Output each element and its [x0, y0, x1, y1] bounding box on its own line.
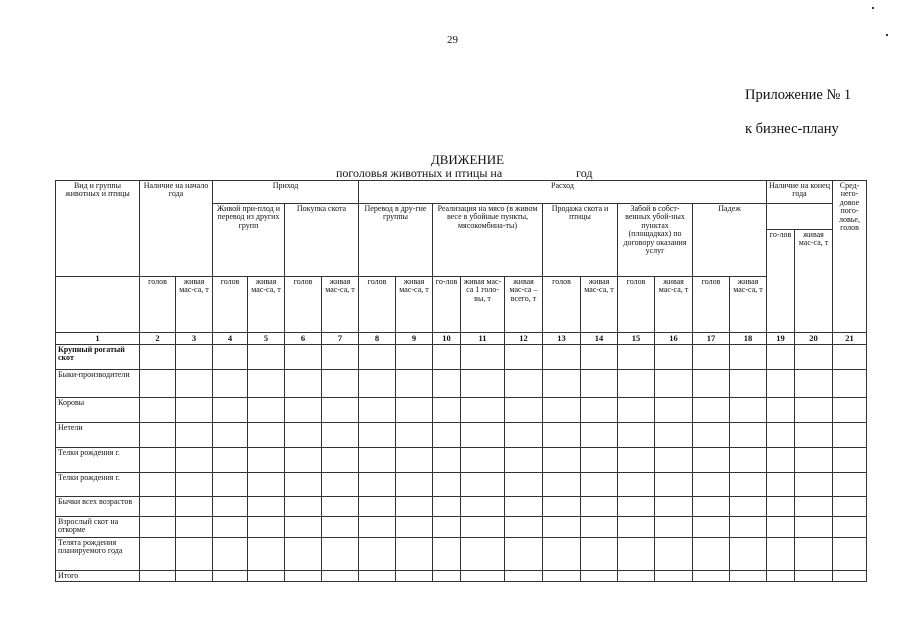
table-cell	[505, 398, 543, 423]
subheader-mass: живая мас-са, т	[655, 277, 693, 333]
table-cell	[433, 473, 461, 497]
table-cell	[461, 370, 505, 398]
column-number: 3	[176, 333, 213, 345]
table-row	[56, 345, 867, 370]
table-cell	[833, 448, 867, 473]
table-cell	[359, 370, 396, 398]
header-end-heads: го-лов	[767, 230, 795, 333]
subheader-heads: голов	[140, 277, 176, 333]
header-income-live: Живой при-плод и перевод из других групп	[213, 204, 285, 277]
row-label: Быки-производители	[56, 370, 140, 398]
page-number: 29	[447, 34, 458, 46]
subheader-mass: живая мас-са, т	[176, 277, 213, 333]
table-cell	[618, 398, 655, 423]
table-cell	[396, 345, 433, 370]
table-cell	[248, 345, 285, 370]
column-number: 14	[581, 333, 618, 345]
table-cell	[618, 448, 655, 473]
header-income-buy: Покупка скота	[285, 204, 359, 277]
table-cell	[213, 448, 248, 473]
table-cell	[693, 517, 730, 538]
table-cell	[693, 448, 730, 473]
table-cell	[833, 517, 867, 538]
table-cell	[693, 345, 730, 370]
column-number: 19	[767, 333, 795, 345]
table-cell	[359, 398, 396, 423]
table-cell	[543, 370, 581, 398]
table-cell	[213, 473, 248, 497]
row-label: Бычки всех возрастов	[56, 497, 140, 517]
table-cell	[176, 370, 213, 398]
header-income: Приход	[213, 181, 359, 204]
table-cell	[248, 398, 285, 423]
table-cell	[322, 398, 359, 423]
table-cell	[618, 497, 655, 517]
row-label: Итого	[56, 571, 140, 582]
table-cell	[140, 473, 176, 497]
table-cell	[655, 473, 693, 497]
table-cell	[581, 423, 618, 448]
header-exp-sale: Продажа скота и птицы	[543, 204, 618, 277]
column-number: 5	[248, 333, 285, 345]
table-cell	[322, 571, 359, 582]
subheader-heads: голов	[285, 277, 322, 333]
table-cell	[618, 538, 655, 571]
row-label: Телки рождения г.	[56, 448, 140, 473]
table-cell	[248, 448, 285, 473]
table-cell	[730, 345, 767, 370]
table-cell	[795, 370, 833, 398]
subheader-mass-total: живая мас-са – всего, т	[505, 277, 543, 333]
table-cell	[248, 370, 285, 398]
table-cell	[140, 345, 176, 370]
table-cell	[618, 517, 655, 538]
table-cell	[213, 370, 248, 398]
table-cell	[655, 538, 693, 571]
document-subtitle	[336, 166, 593, 181]
scan-mark	[872, 7, 874, 9]
table-cell	[213, 398, 248, 423]
table-row	[56, 497, 867, 517]
table-cell	[176, 345, 213, 370]
table-cell	[655, 398, 693, 423]
table-cell	[359, 345, 396, 370]
table-cell	[581, 345, 618, 370]
table-cell	[322, 423, 359, 448]
table-cell	[730, 517, 767, 538]
column-number-row	[56, 333, 867, 345]
table-cell	[433, 497, 461, 517]
table-cell	[461, 517, 505, 538]
table-cell	[359, 538, 396, 571]
table-cell	[833, 423, 867, 448]
table-cell	[543, 517, 581, 538]
table-cell	[396, 473, 433, 497]
movement-table	[55, 180, 867, 582]
subheader-heads: голов	[543, 277, 581, 333]
table-cell	[176, 473, 213, 497]
table-row	[56, 538, 867, 571]
row-label: Телки рождения г.	[56, 473, 140, 497]
header-end-mass: живая мас-са, т	[795, 230, 833, 333]
table-cell	[505, 473, 543, 497]
header-species: Вид и группы животных и птицы	[56, 181, 140, 277]
table-cell	[505, 448, 543, 473]
table-cell	[693, 473, 730, 497]
table-cell	[543, 538, 581, 571]
table-cell	[730, 423, 767, 448]
table-cell	[285, 448, 322, 473]
table-cell	[140, 398, 176, 423]
table-cell	[730, 370, 767, 398]
table-cell	[581, 398, 618, 423]
table-cell	[433, 398, 461, 423]
table-cell	[433, 571, 461, 582]
table-cell	[795, 398, 833, 423]
subheader-mass: живая мас-са, т	[730, 277, 767, 333]
table-cell	[833, 538, 867, 571]
table-cell	[322, 517, 359, 538]
table-cell	[140, 517, 176, 538]
table-cell	[248, 517, 285, 538]
header-average: Сред-него-довое пого-ловье, голов	[833, 181, 867, 333]
table-cell	[248, 423, 285, 448]
table-cell	[285, 517, 322, 538]
table-cell	[176, 398, 213, 423]
table-cell	[618, 473, 655, 497]
table-cell	[767, 497, 795, 517]
column-number: 16	[655, 333, 693, 345]
subtitle-suffix: год	[576, 166, 593, 180]
table-cell	[618, 370, 655, 398]
subtitle-prefix: поголовья животных и птицы на	[336, 166, 503, 180]
table-cell	[767, 538, 795, 571]
row-label: Коровы	[56, 398, 140, 423]
table-cell	[359, 473, 396, 497]
table-cell	[730, 497, 767, 517]
table-cell	[730, 398, 767, 423]
table-cell	[322, 473, 359, 497]
table-cell	[767, 571, 795, 582]
table-cell	[140, 497, 176, 517]
table-cell	[433, 517, 461, 538]
table-cell	[176, 448, 213, 473]
table-cell	[433, 370, 461, 398]
table-cell	[322, 370, 359, 398]
table-cell	[461, 473, 505, 497]
table-cell	[543, 497, 581, 517]
column-number: 12	[505, 333, 543, 345]
table-cell	[213, 538, 248, 571]
table-cell	[285, 538, 322, 571]
table-cell	[767, 423, 795, 448]
table-cell	[693, 538, 730, 571]
appendix-subtitle: к бизнес-плану	[745, 121, 839, 137]
column-number: 8	[359, 333, 396, 345]
table-cell	[505, 571, 543, 582]
table-cell	[505, 497, 543, 517]
table-cell	[655, 448, 693, 473]
row-label: Телята рождения планируемого года	[56, 538, 140, 571]
column-number: 18	[730, 333, 767, 345]
table-cell	[833, 497, 867, 517]
table-cell	[543, 345, 581, 370]
table-cell	[655, 571, 693, 582]
header-species-blank	[56, 277, 140, 333]
table-cell	[795, 345, 833, 370]
table-cell	[730, 448, 767, 473]
table-cell	[618, 423, 655, 448]
table-cell	[833, 345, 867, 370]
table-cell	[248, 538, 285, 571]
subheader-mass: живая мас-са, т	[248, 277, 285, 333]
table-cell	[693, 398, 730, 423]
table-cell	[396, 398, 433, 423]
table-cell	[140, 571, 176, 582]
scan-mark	[886, 34, 888, 36]
table-row	[56, 370, 867, 398]
table-cell	[543, 571, 581, 582]
table-cell	[767, 473, 795, 497]
header-end-blank	[767, 204, 833, 230]
subheader-mass-per-head: живая мас-са 1 голо-вы, т	[461, 277, 505, 333]
table-cell	[543, 473, 581, 497]
table-cell	[433, 423, 461, 448]
table-cell	[396, 538, 433, 571]
table-cell	[461, 345, 505, 370]
table-cell	[461, 497, 505, 517]
table-cell	[285, 370, 322, 398]
table-row	[56, 571, 867, 582]
row-label: Нетели	[56, 423, 140, 448]
table-row	[56, 398, 867, 423]
table-cell	[359, 423, 396, 448]
table-cell	[543, 398, 581, 423]
column-number: 4	[213, 333, 248, 345]
table-cell	[176, 538, 213, 571]
table-cell	[176, 497, 213, 517]
header-exp-loss: Падеж	[693, 204, 767, 277]
table-cell	[176, 517, 213, 538]
table-cell	[795, 473, 833, 497]
table-cell	[285, 423, 322, 448]
subheader-heads: голов	[693, 277, 730, 333]
table-cell	[767, 448, 795, 473]
table-cell	[618, 345, 655, 370]
table-cell	[396, 448, 433, 473]
table-cell	[505, 538, 543, 571]
subheader-mass: живая мас-са, т	[396, 277, 433, 333]
table-cell	[833, 473, 867, 497]
header-exp-transfer: Перевод в дру-гие группы	[359, 204, 433, 277]
table-cell	[359, 571, 396, 582]
column-number: 6	[285, 333, 322, 345]
table-cell	[396, 497, 433, 517]
table-cell	[767, 345, 795, 370]
subheader-mass: живая мас-са, т	[581, 277, 618, 333]
header-expense: Расход	[359, 181, 767, 204]
table-cell	[767, 398, 795, 423]
table-cell	[693, 571, 730, 582]
table-cell	[655, 517, 693, 538]
table-cell	[833, 398, 867, 423]
table-row	[56, 448, 867, 473]
table-cell	[655, 345, 693, 370]
table-cell	[505, 517, 543, 538]
table-cell	[359, 497, 396, 517]
subheader-mass: живая мас-са, т	[322, 277, 359, 333]
table-cell	[655, 370, 693, 398]
column-number: 1	[56, 333, 140, 345]
table-cell	[581, 497, 618, 517]
row-label: Взрослый скот на откорме	[56, 517, 140, 538]
table-cell	[581, 571, 618, 582]
table-cell	[140, 423, 176, 448]
subheader-heads: голов	[213, 277, 248, 333]
subheader-heads: голов	[618, 277, 655, 333]
table-cell	[505, 370, 543, 398]
table-cell	[693, 423, 730, 448]
column-number: 2	[140, 333, 176, 345]
header-end: Наличие на конец года	[767, 181, 833, 204]
table-cell	[433, 345, 461, 370]
column-number: 7	[322, 333, 359, 345]
table-cell	[140, 370, 176, 398]
table-cell	[505, 423, 543, 448]
table-cell	[433, 538, 461, 571]
table-cell	[248, 497, 285, 517]
table-cell	[833, 571, 867, 582]
table-cell	[322, 538, 359, 571]
table-cell	[322, 497, 359, 517]
table-cell	[396, 370, 433, 398]
table-cell	[655, 497, 693, 517]
table-cell	[730, 571, 767, 582]
appendix-title: Приложение № 1	[745, 87, 852, 103]
column-number: 21	[833, 333, 867, 345]
table-cell	[795, 571, 833, 582]
table-cell	[461, 398, 505, 423]
table-cell	[285, 571, 322, 582]
table-cell	[767, 370, 795, 398]
table-cell	[176, 423, 213, 448]
table-cell	[396, 517, 433, 538]
row-label: Крупный рогатый скот	[56, 345, 140, 370]
table-cell	[693, 497, 730, 517]
table-cell	[322, 448, 359, 473]
column-number: 20	[795, 333, 833, 345]
table-cell	[795, 517, 833, 538]
document-title: ДВИЖЕНИЕ	[430, 152, 505, 167]
table-cell	[461, 448, 505, 473]
table-cell	[461, 423, 505, 448]
table-cell	[322, 345, 359, 370]
table-cell	[213, 517, 248, 538]
table-cell	[693, 370, 730, 398]
table-cell	[396, 423, 433, 448]
table-cell	[359, 517, 396, 538]
header-start: Наличие на начало года	[140, 181, 213, 277]
table-cell	[461, 571, 505, 582]
table-cell	[581, 448, 618, 473]
table-cell	[581, 538, 618, 571]
table-cell	[285, 345, 322, 370]
table-row	[56, 423, 867, 448]
subheader-heads: голов	[359, 277, 396, 333]
table-cell	[795, 497, 833, 517]
table-cell	[730, 538, 767, 571]
table-cell	[795, 538, 833, 571]
table-cell	[140, 538, 176, 571]
table-cell	[505, 345, 543, 370]
table-cell	[543, 448, 581, 473]
table-cell	[248, 473, 285, 497]
table-cell	[461, 538, 505, 571]
table-cell	[833, 370, 867, 398]
table-cell	[730, 473, 767, 497]
column-number: 13	[543, 333, 581, 345]
table-cell	[396, 571, 433, 582]
table-cell	[543, 423, 581, 448]
table-cell	[581, 370, 618, 398]
table-cell	[248, 571, 285, 582]
table-cell	[285, 497, 322, 517]
header-exp-slaughter: Забой в собст-венных убой-ных пунктах (площадках) по договору оказания услуг	[618, 204, 693, 277]
table-cell	[581, 517, 618, 538]
table-cell	[176, 571, 213, 582]
header-exp-meat: Реализация на мясо (в живом весе в убойные пункты, мясокомбина-ты)	[433, 204, 543, 277]
column-number: 15	[618, 333, 655, 345]
table-row	[56, 517, 867, 538]
column-number: 9	[396, 333, 433, 345]
table-cell	[359, 448, 396, 473]
table-cell	[285, 473, 322, 497]
table-cell	[213, 497, 248, 517]
column-number: 17	[693, 333, 730, 345]
table-cell	[140, 448, 176, 473]
column-number: 11	[461, 333, 505, 345]
table-cell	[767, 517, 795, 538]
table-row	[56, 473, 867, 497]
table-cell	[285, 398, 322, 423]
table-cell	[581, 473, 618, 497]
table-cell	[213, 345, 248, 370]
table-cell	[795, 448, 833, 473]
table-cell	[433, 448, 461, 473]
table-cell	[795, 423, 833, 448]
column-number: 10	[433, 333, 461, 345]
table-cell	[213, 571, 248, 582]
table-cell	[213, 423, 248, 448]
subheader-heads: го-лов	[433, 277, 461, 333]
table-cell	[655, 423, 693, 448]
table-cell	[618, 571, 655, 582]
